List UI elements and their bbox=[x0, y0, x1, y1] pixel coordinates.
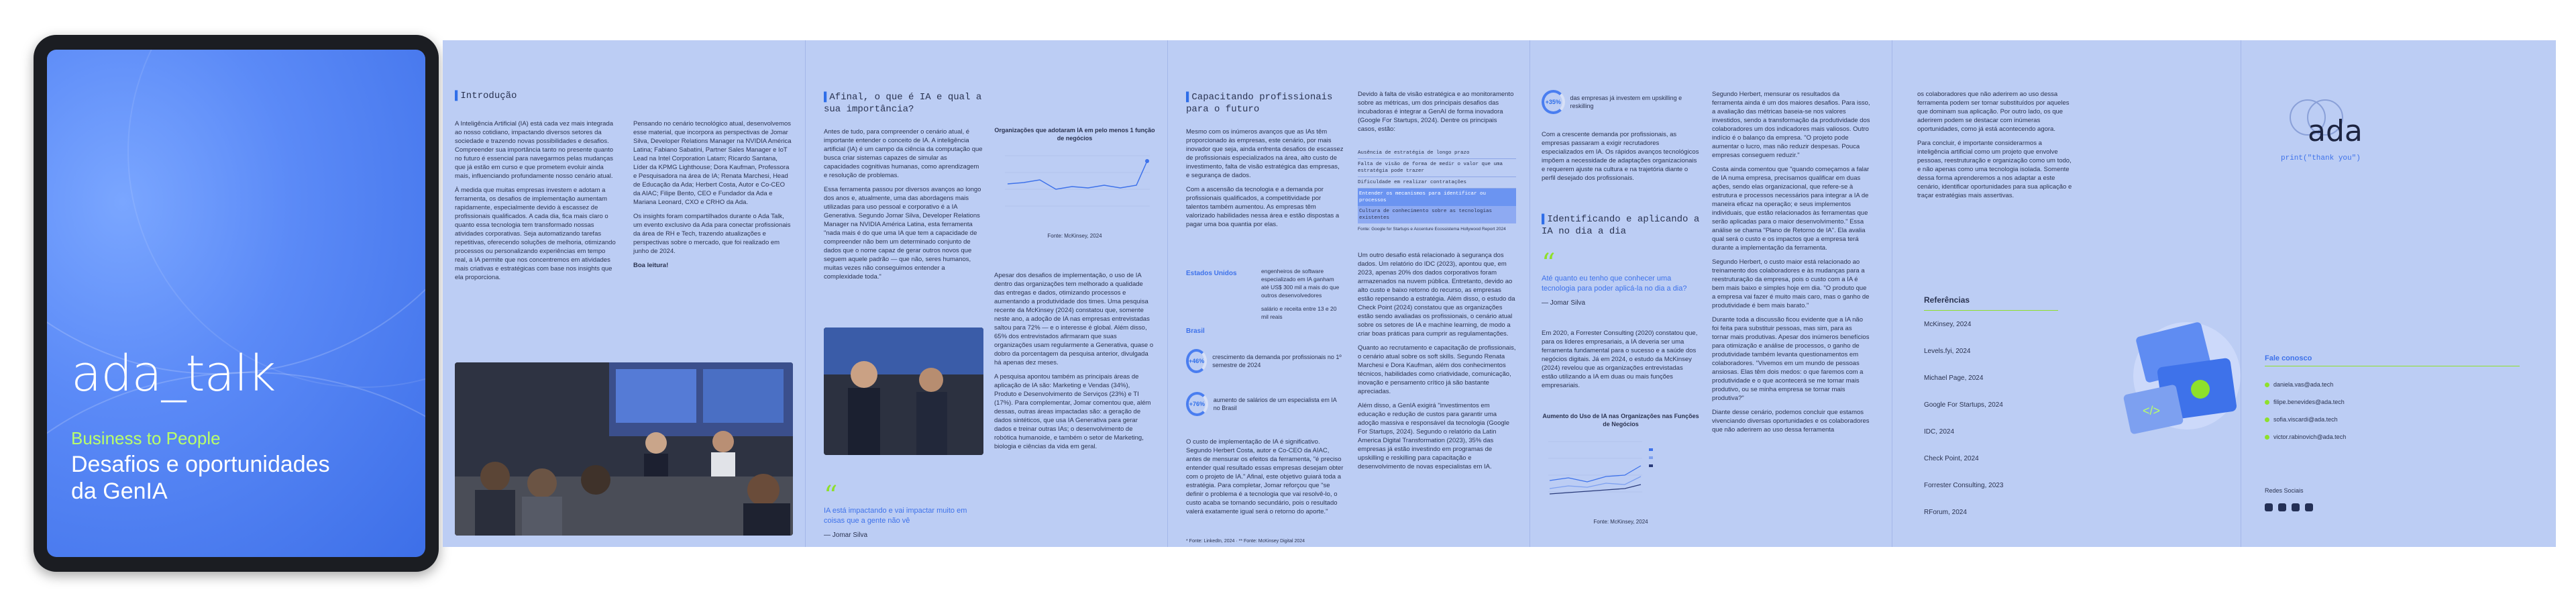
percent-ring-icon: +35% bbox=[1542, 90, 1565, 114]
percent-ring-icon: +46% bbox=[1186, 349, 1207, 373]
capacitando-column-1: Mesmo com os inúmeros avanços que as IAs têm proporcionado às empresas, este cenário, por mais inovador que seja, ainda enfrenta desafios de escassez de profissionais especializados na área, alto custo de investimento, falta de visão estratégica das empresas, e segurança de dados. Com a ascensão da tecnologia e a demanda por profissionais qualificados, a competitividade por talentos também aumentou. As empresas têm valorizado habilidades nessa área e estão dispostas a pagar uma boa quantia por elas. bbox=[1186, 128, 1344, 228]
cover-title: Desafios e oportunidades da GenIA bbox=[71, 452, 330, 504]
bullet-icon bbox=[2265, 400, 2269, 405]
section-heading: ▌Identificando e aplicando a IA no dia a dia bbox=[1542, 214, 1700, 237]
capacitando-column-4: Um outro desafio está relacionado à segurança dos dados. Um relatório do IDC (2023), apontou que, em 2023, apenas 20% dos dados corporativos foram armazenados na nuvem pública. Entretanto, devido ao alto custo e baixo retorno do recurso, as empresas estão repensando a estratégia. Além disso, o estudo da Check Point (2024) constatou que as organizações estão sendo avaliadas os profissionais, o cenário atual sobre os setores de IA e machine learning, de modo a criar boas práticas para cumprir as regulamentações. Quanto ao recrutamento e capacitação de profissionais, o cenário atual sobre os soft skills. Segundo Renata Marchesi e Dora Kaufman, além dos conhecimentos técnicos, habilidades como criatividade, comunicação, inovação e pensamento crítico já são bastante apreciadas. Além disso, a GenIA exigirá "investimentos em educação e redução de custos para garantir uma adoção massiva e responsável da tecnologia (Google For Startups, 2024). Segundo o relatório da Latin America Digital Transformation (2023), 35% das empresas já estão investindo em programas de upskilling e reskilling para capacitação e desenvolvimento de novas especialistas em IA. bbox=[1358, 252, 1516, 470]
brasil-label: Brasil bbox=[1186, 328, 1205, 335]
adoption-line-chart bbox=[994, 142, 1155, 223]
panel-back-cover bbox=[2241, 40, 2556, 547]
quote-icon: “ bbox=[824, 481, 838, 511]
instagram-icon[interactable] bbox=[2278, 503, 2286, 511]
intro-column-1: A Inteligência Artificial (IA) está cada vez mais integrada ao nosso cotidiano, impactando diversos setores da sociedade e trazendo novas possibilidades e desafios. Compreender sua importância tanto no presente quanto no futuro é essencial para navegarmos pelas mudanças que já estão em curso e que prometem evoluir ainda mais, influenciando profundamente nosso cenário atual. À medida que muitas empresas investem e adotam a ferramenta, os desafios de implementação aumentam rapidamente, especialmente devido à escassez de profissionais qualificados. A cada dia, fica mais claro o quanto essa tecnologia tem transformado nossas atividades corporativas. Seja automatizando tarefas repetitivas, oferecendo soluções de melhoria, otimizando processos ou personalizando experiências em tempo real, a IA permite que nos concentremos em atividades mais criativas e estratégicas com base nos insights que ela proporciona. bbox=[455, 120, 616, 281]
cover-logo: ada_talk bbox=[71, 345, 276, 403]
podcast-icon[interactable] bbox=[2305, 503, 2313, 511]
event-photo-illustration bbox=[455, 362, 793, 536]
contact-item[interactable]: daniela.vas@ada.tech bbox=[2265, 381, 2346, 388]
svg-text:</>: </> bbox=[2143, 404, 2161, 417]
capacitando-column-2: O custo de implementação de IA é significativo. Segundo Herbert Costa, autor e Co-CEO da AIAC, antes de mensurar os efeitos da ferramenta, "é preciso entender qual resultado essas empresas desejam obter com o projeto de IA." Afinal, este objetivo guiará toda a estratégia. Para completar, Jomar reforçou que "se definir o problema é a tecnologia que vai resolvê-lo, o custo acaba se tornando secundário, pois o resultado valerá exatamente igual será o retorno do aporte." bbox=[1186, 438, 1344, 515]
adoption-line bbox=[1008, 161, 1147, 189]
contact-title: Fale conosco bbox=[2265, 354, 2312, 362]
functions-chart bbox=[1542, 412, 1700, 533]
usa-stat: engenheiros de software especializado em IA ganham até US$ 300 mil a mais do que outros desenvolvedores salário e receita entre 13 e 20 mil reais bbox=[1261, 268, 1340, 320]
chart-title: Aumento do Uso de IA nas Organizações nas Funções de Negócios bbox=[1542, 413, 1699, 427]
capacitando-column-3: Devido à falta de visão estratégica e ao monitoramento sobre as métricas, um dos principais desafios das incubadoras é integrar a GenAI de forma inovadora (Google For Startups, 2024). Dentre os principais casos, estão: bbox=[1358, 91, 1514, 133]
youtube-icon[interactable] bbox=[2292, 503, 2300, 511]
percent-ring-icon: +76% bbox=[1186, 392, 1208, 416]
challenges-list bbox=[1358, 148, 1516, 233]
contact-item[interactable]: filipe.benevides@ada.tech bbox=[2265, 399, 2346, 405]
cover-subtitle: Business to People bbox=[71, 428, 221, 448]
contact-item[interactable]: sofia.viscardi@ada.tech bbox=[2265, 416, 2346, 423]
series-line bbox=[1550, 466, 1641, 482]
bullet-icon bbox=[2265, 383, 2269, 387]
stat-salary: +76% aumento de salários de um especialista em IA no Brasil bbox=[1186, 392, 1344, 416]
chart-source: Fonte: McKinsey, 2024 bbox=[1047, 233, 1102, 239]
references-title: Referências bbox=[1924, 295, 1970, 305]
reference-item: Google For Startups, 2024 bbox=[1924, 401, 2003, 409]
conclusion-column: os colaboradores que não aderirem ao uso dessa ferramenta podem ser tornar substituídos por aqueles que dominam sua aplicação. Por outro lado, os que aderirem podem se destacar com inúmeras oportunidades, como já está acontecendo agora. Para concluir, é importante considerarmos a inteligência artificial como um projeto que envolve pessoas, reestruturação e organização como um todo, e não apenas como uma tecnologia isolada. Somente dessa forma aprenderemos a nos adaptar a este cenário, identificar oportunidades para sua aplicação e traçar estratégias mais assertivas. bbox=[1917, 91, 2072, 199]
quote-author: — Jomar Silva bbox=[1542, 299, 1586, 307]
list-item: Ausência de estratégia de longo prazo bbox=[1358, 148, 1516, 159]
panel-afinal bbox=[805, 40, 1168, 547]
afinal-column-1: Antes de tudo, para compreender o cenário atual, é importante entender o conceito de IA. A inteligência artificial (IA) é um campo da ciência da computação que busca criar sistemas capazes de simular as capacidades cognitivas humanas, como aprendizagem e resolução de problemas. Essa ferramenta passou por diversos avanços ao longo dos anos e, atualmente, uma das abordagens mais utilizadas para uso pessoal e corporativo é a IA Generativa. Segundo Jomar Silva, Developer Relations Manager na NVIDIA América Latina, esta ferramenta "nada mais é do que uma IA que tem a capacidade de compreender não bem um determinado conjunto de dados que o nome capaz de gerar outros novos que seguem aquele padrão — que não, seres humanos, muitas vezes não conseguimos entender a complexidade toda." bbox=[824, 128, 983, 281]
ai-illustration bbox=[2113, 289, 2247, 450]
panel-introducao bbox=[443, 40, 806, 547]
quote-icon: “ bbox=[1542, 248, 1556, 279]
reference-item: Check Point, 2024 bbox=[1924, 455, 1979, 462]
jomar-quote: “ IA está impactando e vai impactar muito em coisas que a gente não vê — Jomar Silva bbox=[824, 486, 971, 540]
tablet-frame bbox=[34, 35, 439, 572]
panel-conclusao bbox=[1892, 40, 2241, 547]
event-photo bbox=[455, 362, 793, 536]
identificando-intro: Com a crescente demanda por profissionais, as empresas passaram a exigir recrutadores especializados em IA. Os rápidos avanços tecnológicos impõem a necessidade de adaptações organizacionais e requerem ajuste na cultura e na trajetória diante o perfil desejado dos profissionais. bbox=[1542, 131, 1699, 182]
section-heading: ▌Afinal, o que é IA e qual a sua importância? bbox=[824, 92, 982, 115]
list-item: Entender os mecanismos para identificar ou processos bbox=[1358, 189, 1516, 206]
chart-source: Fonte: McKinsey, 2024 bbox=[1593, 519, 1648, 525]
identificando-column-2: Segundo Herbert, mensurar os resultados da ferramenta ainda é um dos maiores desafios. Para isso, a avaliação das métricas baseia-se nos valores investidos, sendo a transformação da produtividade dos colaboradores um dos indicadores mais valiosos. Outro indício é o balanço da empresa. "O projeto pode aumentar o lucro, mas não reduzir despesas. Pouca empresas conseguem reduzir." Costa ainda comentou que "quando começamos a falar de IA numa empresa, precisamos qualificar em duas ações, sendo elas organizacional, que refere-se à estrutura e processos necessários para integrar a IA de maneira eficaz na operação; e seus implementos individuais, que estão relacionados às ferramentas que serão aplicadas para o maior desenvolvimento." Essa análise se chama "Plano de Retorno de IA". Ela avalia qual será o custo e os impactos que a empresa terá durante a implementação da ferramenta. Segundo Herbert, o custo maior está relacionado ao treinamento dos colaboradores e às mudanças para a reestruturação da empresa, pois o custo com a IA é bem mais baixo e simples hoje em dia. "O produto que a empresa vai fazer é muito mais caro, mas o ganho de produtividade é bem mais barato." Durante toda a discussão ficou evidente que a IA não foi feita para substituir pessoas, mas sim, para as tornar mais produtivas. Apesar dos inúmeros benefícios para otimização e análise de processos, o ganho de produtividade também levanta questionamentos em colaboradores. "Vivemos em um mundo de pessoas ansiosas. Elas têm dois medos: o que faremos com a produtividade e o que acontecerá se me tornar mais produtivo, ou se minha empresa se tornar mais produtiva?" Diante desse cenário, podemos concluir que estamos vivenciando diversas oportunidades e os colaboradores que não aderirem ao uso dessa ferramenta bbox=[1712, 91, 1870, 434]
chart-title: Organizações que adotaram IA em pelo menos 1 função de negócios bbox=[994, 127, 1155, 142]
functions-line-chart bbox=[1542, 428, 1700, 509]
series-line bbox=[1550, 485, 1641, 494]
cover-screen bbox=[47, 50, 425, 557]
bullet-icon bbox=[2265, 435, 2269, 440]
data-point bbox=[1145, 159, 1149, 163]
stat-upskilling: +35% das empresas já investem em upskilling e reskilling bbox=[1542, 90, 1700, 114]
panel-identificando bbox=[1529, 40, 1892, 547]
reference-item: IDC, 2024 bbox=[1924, 428, 1955, 436]
bullet-icon bbox=[2265, 417, 2269, 422]
identificando-column-1: Em 2020, a Forrester Consulting (2020) constatou que, para os líderes empresariais, a IA deveria ser uma ferramenta fundamental para o sucesso e a saúde dos negócios digitais. Já em 2024, o estudo da McKinsey (2024) revelou que as organizações entrevistadas estão utilizando a IA em duas ou mais funções empresariais. bbox=[1542, 330, 1698, 389]
section-heading: ▌Introdução bbox=[455, 91, 517, 101]
speakers-photo bbox=[824, 328, 983, 455]
stat-demand: +46% crescimento da demanda por profissionais no 1º semestre de 2024 bbox=[1186, 349, 1344, 373]
back-tagline: print("thank you") bbox=[2281, 154, 2361, 162]
divider bbox=[1924, 310, 2058, 311]
reference-item: Forrester Consulting, 2023 bbox=[1924, 482, 2004, 489]
quote-author: — Jomar Silva bbox=[824, 532, 868, 539]
list-item: Dificuldade em realizar contratações bbox=[1358, 177, 1516, 189]
references-list bbox=[1924, 321, 2003, 536]
panel-capacitando bbox=[1167, 40, 1530, 547]
contact-item[interactable]: victor.rabinovich@ada.tech bbox=[2265, 434, 2346, 440]
reference-item: Michael Page, 2024 bbox=[1924, 374, 1984, 382]
jomar-quote-2: “ Até quanto eu tenho que conhecer uma tecnologia para poder aplicá-la no dia a dia? — Jomar Silva bbox=[1542, 254, 1700, 308]
intro-column-2: Pensando no cenário tecnológico atual, desenvolvemos esse material, que incorpora as perspectivas de Jomar Silva, Developer Relations Manager na NVIDIA América Latina; Fabiano Sabatini, Partner Sales Manager e IoT Lead na Intel Corporation Latam; Ricardo Santana, Líder da KPMG Lighthouse; Dora Kaufman, Professora e Pesquisadora na área de IA; Renata Marchesi, Head de Educação da Ada; Herbert Costa, Autor e Co-CEO da AIAC; Filipe Bento, CEO e Fundador da Ada e Mariana Leonard, CXO e CRHO da Ada. Os insights foram compartilhados durante o Ada Talk, um evento exclusivo da Ada para conectar profissionais da área de RH e Tech, trazendo atualizações e perspectivas sobre o mercado, que foi realizado em junho de 2024. Boa leitura! bbox=[633, 120, 792, 269]
list-source: Fonte: Google for Startups e Accenture Ecossistema Hollywood Report 2024 bbox=[1358, 227, 1506, 232]
footnote: * Fonte: LinkedIn, 2024 · ** Fonte: McKinsey Digital 2024 bbox=[1186, 539, 1305, 544]
usa-label: Estados Unidos bbox=[1186, 270, 1237, 277]
linkedin-icon[interactable] bbox=[2265, 503, 2273, 511]
back-logo: ada bbox=[2308, 114, 2363, 148]
contact-list bbox=[2265, 381, 2346, 451]
list-item: Falta de visão de forma de medir o valor que uma estratégia pode trazer bbox=[1358, 159, 1516, 177]
brochure-spread bbox=[443, 40, 2556, 547]
reference-item: McKinsey, 2024 bbox=[1924, 321, 1972, 328]
adoption-chart bbox=[994, 126, 1155, 240]
list-item: Cultura de conhecimento sobre as tecnologias existentes bbox=[1358, 206, 1516, 223]
section-heading: ▌Capacitando profissionais para o futuro bbox=[1186, 92, 1333, 115]
afinal-column-2: Apesar dos desafios de implementação, o uso de IA dentro das organizações tem melhorado a qualidade das entregas e dados, otimizando processos e aumentando a produtividade dos times. Uma pesquisa recente da McKinsey (2024) constatou que, somente neste ano, a adoção de IA nas empresas entrevistadas saltou para 72% — e o interesse é global. Além disso, 65% dos entrevistados afirmaram que suas organizações usam regularmente a Generativa, quase o dobro da porcentagem da pesquisa anterior, divulgada há apenas dez meses. A pesquisa apontou também as principais áreas de aplicação de IA são: Marketing e Vendas (34%), Produto e Desenvolvimento de Serviços (23%) e TI (17%). Para complementar, Jomar comentou que, além dessas, outras áreas impactadas são: a geração de dados sintéticos, que usa IA Generativa para gerar dados e treinar outras IAs; o desenvolvimento de robótica humanoide, e também o setor de Marketing, biologia e ciências da vida em geral. bbox=[994, 272, 1154, 450]
social-links bbox=[2265, 503, 2313, 511]
social-title: Redes Sociais bbox=[2265, 487, 2304, 494]
reference-item: RForum, 2024 bbox=[1924, 509, 1967, 516]
reference-item: Levels.fyi, 2024 bbox=[1924, 348, 1971, 355]
speakers-photo-illustration bbox=[824, 328, 983, 455]
